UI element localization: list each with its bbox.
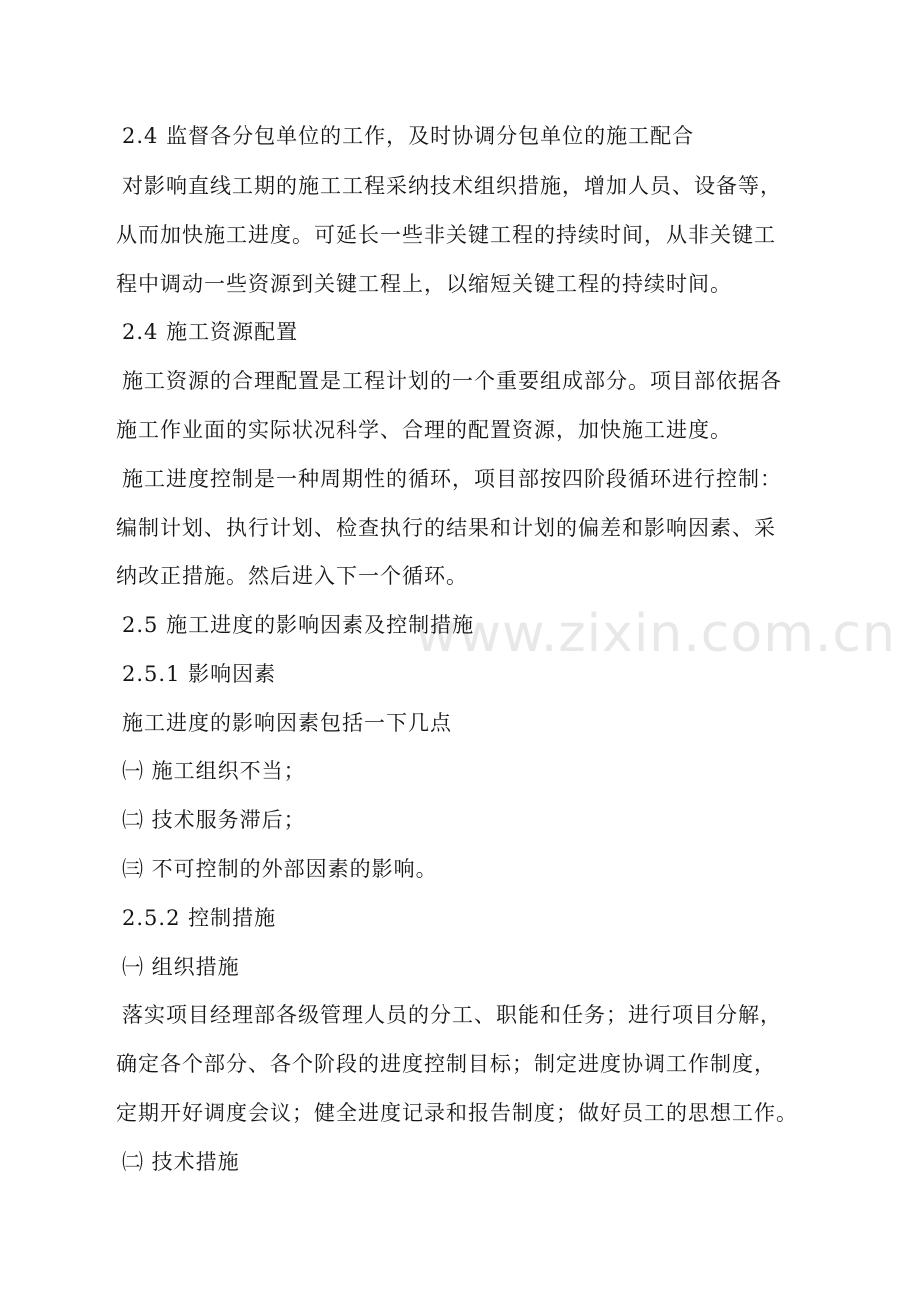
section-heading-2-4: 2.4 监督各分包单位的工作，及时协调分包单位的施工配合 — [122, 124, 695, 148]
subsection-heading-2-5-2: 2.5.2 控制措施 — [122, 906, 277, 930]
paragraph-line: 对影响直线工期的施工工程采纳技术组织措施，增加人员、设备等， — [122, 174, 782, 198]
paragraph-line: 定期开好调度会议；健全进度记录和报告制度；做好员工的思想工作。 — [116, 1101, 798, 1125]
list-item: ㈡ 技术服务滞后； — [122, 808, 306, 832]
paragraph-line: 从而加快施工进度。可延长一些非关键工程的持续时间，从非关键工 — [116, 223, 776, 247]
list-heading-technical: ㈡ 技术措施 — [122, 1150, 240, 1174]
section-heading-2-5: 2.5 施工进度的影响因素及控制措施 — [122, 613, 475, 637]
subsection-heading-2-5-1: 2.5.1 影响因素 — [122, 662, 277, 686]
paragraph-line: 施工资源的合理配置是工程计划的一个重要组成部分。项目部依据各 — [122, 369, 782, 393]
list-heading-organization: ㈠ 组织措施 — [122, 955, 240, 979]
paragraph-line: 施工作业面的实际状况科学、合理的配置资源，加快施工进度。 — [116, 418, 732, 442]
list-item: ㈢ 不可控制的外部因素的影响。 — [122, 857, 438, 881]
paragraph-line: 施工进度的影响因素包括一下几点 — [122, 711, 452, 735]
list-item: ㈠ 施工组织不当； — [122, 759, 306, 783]
paragraph-line: 确定各个部分、各个阶段的进度控制目标；制定进度协调工作制度， — [116, 1052, 776, 1076]
paragraph-line: 落实项目经理部各级管理人员的分工、职能和任务；进行项目分解， — [122, 1003, 782, 1027]
section-heading-2-4-resources: 2.4 施工资源配置 — [122, 320, 299, 344]
paragraph-line: 编制计划、执行计划、检查执行的结果和计划的偏差和影响因素、采 — [116, 516, 776, 540]
watermark: www.zixin.com.cn — [415, 604, 896, 664]
paragraph-line: 程中调动一些资源到关键工程上，以缩短关键工程的持续时间。 — [116, 272, 732, 296]
paragraph-line: 施工进度控制是一种周期性的循环，项目部按四阶段循环进行控制： — [122, 467, 782, 491]
paragraph-line: 纳改正措施。然后进入下一个循环。 — [116, 564, 468, 588]
